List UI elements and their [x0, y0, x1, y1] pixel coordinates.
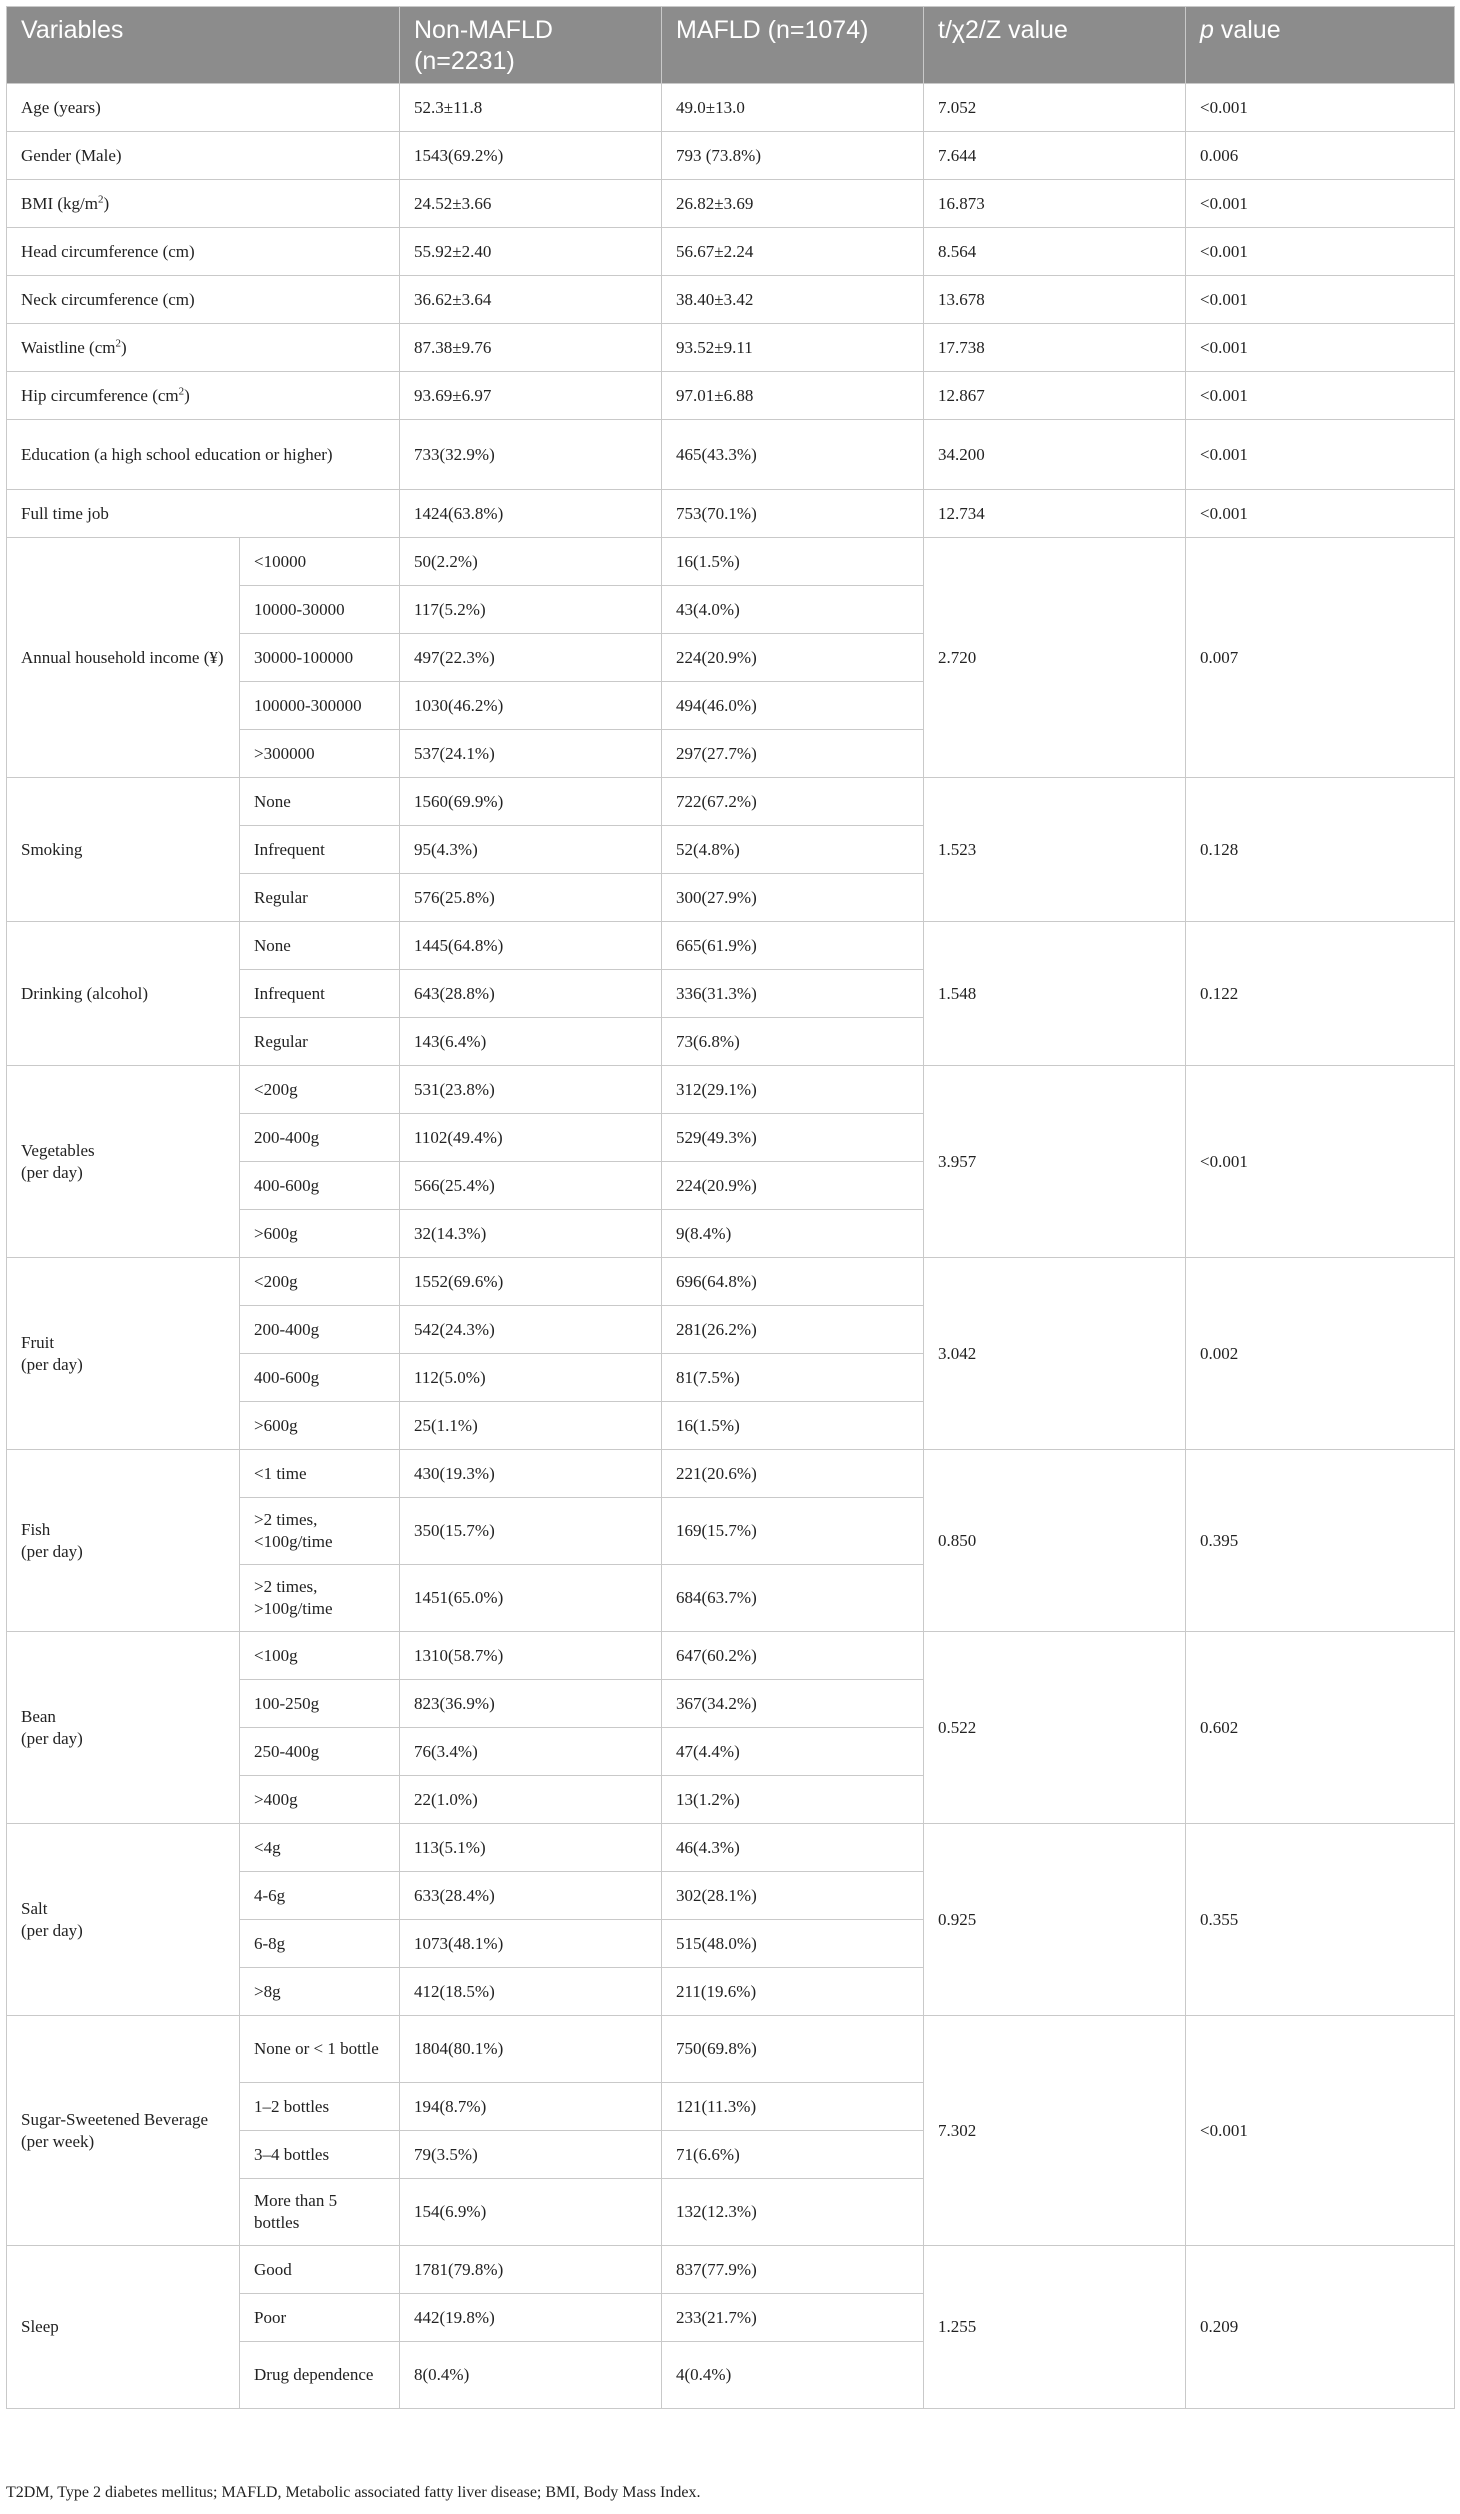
mafld-value: 16(1.5%) — [662, 1402, 924, 1450]
group-label — [7, 922, 240, 1066]
non-mafld-value: 1781(79.8%) — [400, 2246, 662, 2294]
mafld-value: 49.0±13.0 — [662, 84, 924, 132]
variable-label-text: Neck circumference (cm) — [21, 289, 195, 309]
group-label — [7, 778, 240, 922]
non-mafld-value: 633(28.4%) — [400, 1872, 662, 1920]
variable-label-end: ) — [120, 337, 127, 357]
mafld-value: 9(8.4%) — [662, 1210, 924, 1258]
non-mafld-value: 1451(65.0%) — [400, 1565, 662, 1632]
non-mafld-value: 442(19.8%) — [400, 2294, 662, 2342]
stat-value: 1.255 — [924, 2246, 1186, 2409]
variable-label — [7, 324, 400, 372]
mafld-value: 224(20.9%) — [662, 634, 924, 682]
mafld-value: 97.01±6.88 — [662, 372, 924, 420]
group-label-text: Sugar-Sweetened Beverage (per week) — [21, 2109, 209, 2151]
superscript: 2 — [97, 192, 104, 205]
p-value: <0.001 — [1186, 2016, 1455, 2246]
table-body — [7, 84, 1455, 2409]
category-label: >600g — [240, 1402, 400, 1450]
table-container — [6, 6, 1454, 2409]
mafld-value: 224(20.9%) — [662, 1162, 924, 1210]
p-value: 0.006 — [1186, 132, 1455, 180]
mafld-value: 302(28.1%) — [662, 1872, 924, 1920]
mafld-value: 529(49.3%) — [662, 1114, 924, 1162]
category-label: 250-400g — [240, 1728, 400, 1776]
non-mafld-value: 112(5.0%) — [400, 1354, 662, 1402]
table-row — [7, 420, 1455, 490]
category-label: <200g — [240, 1258, 400, 1306]
variable-label-text: Education (a high school education or higher) — [21, 444, 333, 464]
mafld-value: 52(4.8%) — [662, 826, 924, 874]
table-row — [7, 2016, 1455, 2083]
non-mafld-value: 76(3.4%) — [400, 1728, 662, 1776]
non-mafld-value: 25(1.1%) — [400, 1402, 662, 1450]
variable-label — [7, 132, 400, 180]
variable-label — [7, 180, 400, 228]
group-label — [7, 1258, 240, 1450]
variable-label-text: Full time job — [21, 503, 109, 523]
header-stat: t/χ2/Z value — [924, 7, 1186, 84]
variable-label — [7, 276, 400, 324]
non-mafld-value: 95(4.3%) — [400, 826, 662, 874]
category-label: 4-6g — [240, 1872, 400, 1920]
mafld-value: 71(6.6%) — [662, 2131, 924, 2179]
header-mafld: MAFLD (n=1074) — [662, 7, 924, 84]
mafld-value: 46(4.3%) — [662, 1824, 924, 1872]
category-label: Infrequent — [240, 970, 400, 1018]
non-mafld-value: 36.62±3.64 — [400, 276, 662, 324]
category-label: 400-600g — [240, 1354, 400, 1402]
non-mafld-value: 50(2.2%) — [400, 538, 662, 586]
header-non-mafld: Non-MAFLD (n=2231) — [400, 7, 662, 84]
group-label-text: Sleep — [21, 2317, 59, 2336]
p-value: <0.001 — [1186, 1066, 1455, 1258]
table-row — [7, 372, 1455, 420]
stat-value: 34.200 — [924, 420, 1186, 490]
table-row — [7, 132, 1455, 180]
non-mafld-value: 1543(69.2%) — [400, 132, 662, 180]
mafld-value: 73(6.8%) — [662, 1018, 924, 1066]
p-value: 0.602 — [1186, 1632, 1455, 1824]
mafld-value: 81(7.5%) — [662, 1354, 924, 1402]
non-mafld-value: 55.92±2.40 — [400, 228, 662, 276]
category-label: 200-400g — [240, 1306, 400, 1354]
stat-value: 0.522 — [924, 1632, 1186, 1824]
table-row — [7, 324, 1455, 372]
category-label: Drug dependence — [240, 2342, 400, 2409]
table-row — [7, 1824, 1455, 1872]
category-label: 1–2 bottles — [240, 2083, 400, 2131]
category-label: 10000-30000 — [240, 586, 400, 634]
variable-label — [7, 490, 400, 538]
category-label: 3–4 bottles — [240, 2131, 400, 2179]
category-label: <1 time — [240, 1450, 400, 1498]
p-value: <0.001 — [1186, 276, 1455, 324]
variable-label — [7, 228, 400, 276]
group-label-text: Salt — [21, 1898, 48, 1918]
non-mafld-value: 143(6.4%) — [400, 1018, 662, 1066]
category-label: 100-250g — [240, 1680, 400, 1728]
mafld-value: 750(69.8%) — [662, 2016, 924, 2083]
stat-value: 7.052 — [924, 84, 1186, 132]
mafld-value: 38.40±3.42 — [662, 276, 924, 324]
p-value: <0.001 — [1186, 228, 1455, 276]
table-row — [7, 276, 1455, 324]
mafld-value: 121(11.3%) — [662, 2083, 924, 2131]
category-label: <10000 — [240, 538, 400, 586]
non-mafld-value: 154(6.9%) — [400, 2179, 662, 2246]
p-value: 0.395 — [1186, 1450, 1455, 1632]
variable-label-text: Gender (Male) — [21, 145, 122, 165]
mafld-value: 753(70.1%) — [662, 490, 924, 538]
non-mafld-value: 1560(69.9%) — [400, 778, 662, 826]
mafld-value: 336(31.3%) — [662, 970, 924, 1018]
mafld-value: 696(64.8%) — [662, 1258, 924, 1306]
mafld-value: 169(15.7%) — [662, 1498, 924, 1565]
p-value: 0.122 — [1186, 922, 1455, 1066]
superscript: 2 — [178, 384, 185, 397]
mafld-value: 684(63.7%) — [662, 1565, 924, 1632]
stat-value: 12.734 — [924, 490, 1186, 538]
p-value: <0.001 — [1186, 420, 1455, 490]
mafld-value: 281(26.2%) — [662, 1306, 924, 1354]
category-label: 400-600g — [240, 1162, 400, 1210]
variable-label-text: Age (years) — [21, 97, 101, 117]
group-label-text: Smoking — [21, 839, 83, 859]
stat-value: 16.873 — [924, 180, 1186, 228]
non-mafld-value: 32(14.3%) — [400, 1210, 662, 1258]
category-label: <200g — [240, 1066, 400, 1114]
mafld-value: 367(34.2%) — [662, 1680, 924, 1728]
mafld-value: 665(61.9%) — [662, 922, 924, 970]
table-header-row — [7, 7, 1455, 84]
category-label: 100000-300000 — [240, 682, 400, 730]
stat-value: 3.957 — [924, 1066, 1186, 1258]
stat-value: 7.644 — [924, 132, 1186, 180]
p-value: <0.001 — [1186, 84, 1455, 132]
group-label-unit: (per day) — [21, 1728, 83, 1748]
non-mafld-value: 1804(80.1%) — [400, 2016, 662, 2083]
category-label: >600g — [240, 1210, 400, 1258]
non-mafld-value: 24.52±3.66 — [400, 180, 662, 228]
stat-value: 3.042 — [924, 1258, 1186, 1450]
mafld-value: 300(27.9%) — [662, 874, 924, 922]
header-p-value — [1186, 7, 1455, 84]
non-mafld-value: 22(1.0%) — [400, 1776, 662, 1824]
table-footnote: T2DM, Type 2 diabetes mellitus; MAFLD, Metabolic associated fatty liver disease; BMI, Body Mass Index. — [6, 2484, 701, 2501]
non-mafld-value: 733(32.9%) — [400, 420, 662, 490]
mafld-value: 26.82±3.69 — [662, 180, 924, 228]
mafld-value: 47(4.4%) — [662, 1728, 924, 1776]
non-mafld-value: 412(18.5%) — [400, 1968, 662, 2016]
table-row — [7, 490, 1455, 538]
non-mafld-value: 1552(69.6%) — [400, 1258, 662, 1306]
non-mafld-value: 350(15.7%) — [400, 1498, 662, 1565]
category-label: Infrequent — [240, 826, 400, 874]
mafld-value: 494(46.0%) — [662, 682, 924, 730]
mafld-value: 56.67±2.24 — [662, 228, 924, 276]
mafld-value: 221(20.6%) — [662, 1450, 924, 1498]
stat-value: 1.548 — [924, 922, 1186, 1066]
group-label-text: Bean — [21, 1706, 56, 1726]
non-mafld-value: 8(0.4%) — [400, 2342, 662, 2409]
non-mafld-value: 566(25.4%) — [400, 1162, 662, 1210]
group-label-unit: (per day) — [21, 1162, 83, 1182]
non-mafld-value: 430(19.3%) — [400, 1450, 662, 1498]
group-label — [7, 2246, 240, 2409]
table-row — [7, 2246, 1455, 2294]
table-row — [7, 538, 1455, 586]
non-mafld-value: 113(5.1%) — [400, 1824, 662, 1872]
mafld-value: 465(43.3%) — [662, 420, 924, 490]
category-label: Poor — [240, 2294, 400, 2342]
group-label-unit: (per day) — [21, 1541, 83, 1561]
mafld-value: 43(4.0%) — [662, 586, 924, 634]
non-mafld-value: 1102(49.4%) — [400, 1114, 662, 1162]
stat-value: 0.850 — [924, 1450, 1186, 1632]
non-mafld-value: 194(8.7%) — [400, 2083, 662, 2131]
mafld-value: 297(27.7%) — [662, 730, 924, 778]
non-mafld-value: 542(24.3%) — [400, 1306, 662, 1354]
variable-label-text: Head circumference (cm) — [21, 241, 195, 261]
table-row — [7, 180, 1455, 228]
category-label: Good — [240, 2246, 400, 2294]
header-p-rest: value — [1213, 16, 1281, 44]
header-variables: Variables — [7, 7, 400, 84]
non-mafld-value: 117(5.2%) — [400, 586, 662, 634]
variable-label-text: Hip circumference (cm — [21, 385, 179, 405]
non-mafld-value: 52.3±11.8 — [400, 84, 662, 132]
mafld-value: 647(60.2%) — [662, 1632, 924, 1680]
mafld-value: 312(29.1%) — [662, 1066, 924, 1114]
category-label: 200-400g — [240, 1114, 400, 1162]
table-row — [7, 84, 1455, 132]
p-value: <0.001 — [1186, 180, 1455, 228]
category-label: More than 5 bottles — [240, 2179, 400, 2246]
group-label — [7, 1824, 240, 2016]
mafld-value: 837(77.9%) — [662, 2246, 924, 2294]
stat-value: 13.678 — [924, 276, 1186, 324]
mafld-value: 233(21.7%) — [662, 2294, 924, 2342]
category-label: 6-8g — [240, 1920, 400, 1968]
category-label: Regular — [240, 874, 400, 922]
variable-label — [7, 84, 400, 132]
category-label: >2 times, >100g/time — [240, 1565, 400, 1632]
table-row — [7, 922, 1455, 970]
mafld-value: 211(19.6%) — [662, 1968, 924, 2016]
table-row — [7, 1632, 1455, 1680]
non-mafld-value: 531(23.8%) — [400, 1066, 662, 1114]
table-row — [7, 1258, 1455, 1306]
stat-value: 1.523 — [924, 778, 1186, 922]
non-mafld-value: 537(24.1%) — [400, 730, 662, 778]
non-mafld-value: 1073(48.1%) — [400, 1920, 662, 1968]
group-label-text: Vegetables — [21, 1140, 95, 1160]
stat-value: 7.302 — [924, 2016, 1186, 2246]
group-label-unit: (per day) — [21, 1354, 83, 1374]
group-label — [7, 1066, 240, 1258]
non-mafld-value: 1310(58.7%) — [400, 1632, 662, 1680]
variable-label-text: Waistline (cm — [21, 337, 116, 357]
non-mafld-value: 497(22.3%) — [400, 634, 662, 682]
mafld-value: 93.52±9.11 — [662, 324, 924, 372]
category-label: <100g — [240, 1632, 400, 1680]
non-mafld-value: 1445(64.8%) — [400, 922, 662, 970]
category-label: >400g — [240, 1776, 400, 1824]
variable-label — [7, 372, 400, 420]
p-value: 0.128 — [1186, 778, 1455, 922]
baseline-characteristics-table — [6, 6, 1455, 2409]
table-row — [7, 1450, 1455, 1498]
superscript: 2 — [115, 336, 121, 349]
mafld-value: 4(0.4%) — [662, 2342, 924, 2409]
p-value: 0.209 — [1186, 2246, 1455, 2409]
p-value: 0.002 — [1186, 1258, 1455, 1450]
mafld-value: 793 (73.8%) — [662, 132, 924, 180]
variable-label-end: ) — [103, 193, 110, 213]
category-label: 30000-100000 — [240, 634, 400, 682]
mafld-value: 515(48.0%) — [662, 1920, 924, 1968]
non-mafld-value: 1030(46.2%) — [400, 682, 662, 730]
group-label — [7, 538, 240, 778]
p-value: <0.001 — [1186, 490, 1455, 538]
mafld-value: 16(1.5%) — [662, 538, 924, 586]
group-label-unit: (per day) — [21, 1920, 83, 1940]
group-label-text: Fruit — [21, 1332, 55, 1352]
category-label: >300000 — [240, 730, 400, 778]
table-row — [7, 228, 1455, 276]
variable-label-end: ) — [184, 385, 190, 405]
variable-label-text: BMI (kg/m — [21, 193, 98, 213]
group-label-text: Fish — [21, 1519, 51, 1539]
mafld-value: 132(12.3%) — [662, 2179, 924, 2246]
non-mafld-value: 1424(63.8%) — [400, 490, 662, 538]
p-value: <0.001 — [1186, 324, 1455, 372]
category-label: >2 times, <100g/time — [240, 1498, 400, 1565]
mafld-value: 13(1.2%) — [662, 1776, 924, 1824]
group-label — [7, 2016, 240, 2246]
category-label: None — [240, 922, 400, 970]
category-label: Regular — [240, 1018, 400, 1066]
stat-value: 12.867 — [924, 372, 1186, 420]
non-mafld-value: 643(28.8%) — [400, 970, 662, 1018]
stat-value: 17.738 — [924, 324, 1186, 372]
p-value: <0.001 — [1186, 372, 1455, 420]
stat-value: 0.925 — [924, 1824, 1186, 2016]
non-mafld-value: 576(25.8%) — [400, 874, 662, 922]
group-label — [7, 1632, 240, 1824]
non-mafld-value: 87.38±9.76 — [400, 324, 662, 372]
variable-label — [7, 420, 400, 490]
mafld-value: 722(67.2%) — [662, 778, 924, 826]
stat-value: 8.564 — [924, 228, 1186, 276]
category-label: <4g — [240, 1824, 400, 1872]
category-label: >8g — [240, 1968, 400, 2016]
header-p-italic: p — [1200, 16, 1214, 44]
group-label-text: Annual household income (¥) — [21, 647, 224, 667]
table-row — [7, 1066, 1455, 1114]
category-label: None or < 1 bottle — [240, 2016, 400, 2083]
non-mafld-value: 823(36.9%) — [400, 1680, 662, 1728]
category-label: None — [240, 778, 400, 826]
non-mafld-value: 93.69±6.97 — [400, 372, 662, 420]
non-mafld-value: 79(3.5%) — [400, 2131, 662, 2179]
p-value: 0.355 — [1186, 1824, 1455, 2016]
group-label — [7, 1450, 240, 1632]
table-row — [7, 778, 1455, 826]
group-label-text: Drinking (alcohol) — [21, 983, 148, 1003]
stat-value: 2.720 — [924, 538, 1186, 778]
p-value: 0.007 — [1186, 538, 1455, 778]
